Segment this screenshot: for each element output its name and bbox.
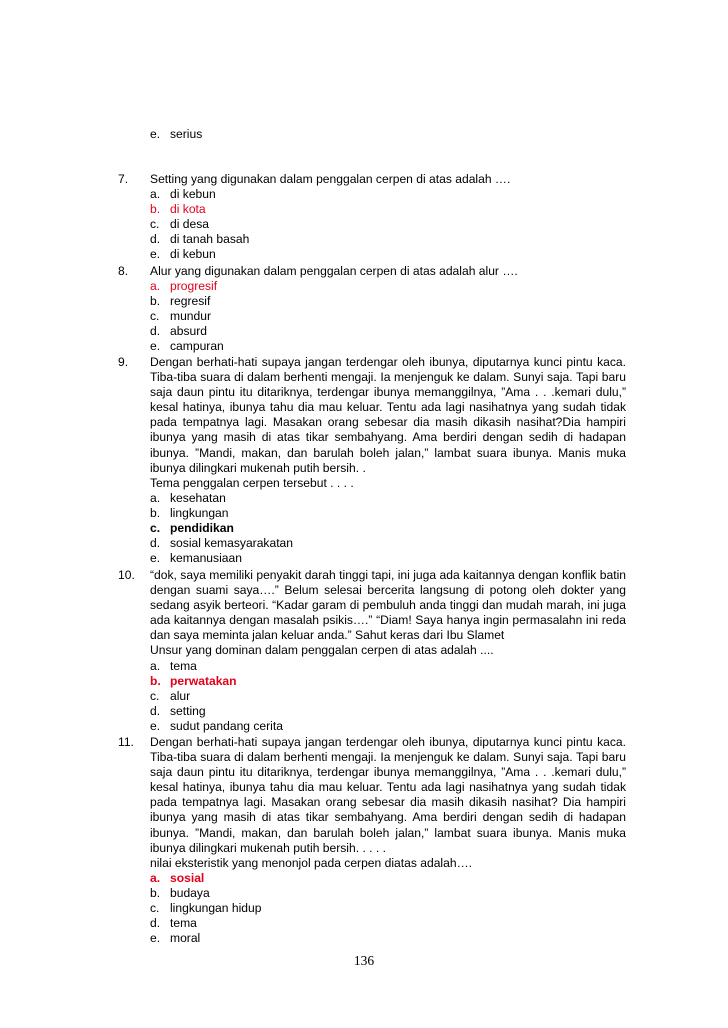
option-letter: a. [150, 490, 161, 505]
option-letter: d. [150, 232, 161, 247]
passage-line: “dok, saya memiliki penyakit darah tinggi tapi, ini juga ada kaitannya dengan konflik batin [150, 568, 626, 582]
option-e-previous [150, 127, 202, 142]
option-c [150, 901, 626, 916]
option-text: di kota [170, 202, 206, 217]
option-a [150, 279, 626, 294]
option-d [150, 916, 626, 931]
question-stem: Setting yang digunakan dalam penggalan cerpen di atas adalah …. [150, 172, 511, 186]
option-letter: c. [150, 688, 160, 703]
question-number: 8. [118, 264, 129, 278]
question-10 [118, 568, 626, 734]
passage-line: ada kaitannya dengan masalah psikis….” “Diam! Saya hanya ingin permasalahn ini reda [150, 613, 626, 628]
option-text: kemanusiaan [170, 551, 242, 566]
option-letter: b. [150, 885, 161, 900]
option-letter: d. [150, 703, 161, 718]
option-c [150, 309, 626, 324]
option-letter: a. [150, 870, 161, 885]
option-list [150, 187, 626, 262]
passage-line: ibunya yang masih di atas tikar sembahyang. Ama berdiri dengan sedih di hadapan [150, 430, 626, 445]
passage-line: ibunya. ”Mandi, makan, dan barulah boleh jalan,” lambat suara ibunya. Manis muka [150, 825, 626, 840]
passage-line: ibunya dilingkari mukenah putih bersih. . [150, 460, 366, 475]
passage-line: kesal hatinya, ibunya tahu dia mau keluar. Tentu ada lagi nasihatnya yang sudah tidak [150, 400, 626, 415]
option-text: setting [170, 703, 206, 718]
option-text: perwatakan [170, 673, 237, 688]
option-list [150, 279, 626, 354]
option-b [150, 294, 626, 309]
option-letter: b. [150, 294, 161, 309]
option-text: di tanah basah [170, 232, 250, 247]
option-list [150, 491, 626, 566]
option-e [150, 551, 626, 566]
option-b [150, 886, 626, 901]
option-letter: c. [150, 901, 160, 916]
option-d [150, 232, 626, 247]
option-b [150, 202, 626, 217]
option-text: absurd [170, 324, 207, 339]
option-letter: c. [150, 521, 161, 536]
option-letter: e. [150, 931, 161, 946]
option-e [150, 931, 626, 946]
passage-line: Dengan berhati-hati supaya jangan terdengar oleh ibunya, diputarnya kunci pintu kaca. [150, 355, 626, 369]
option-text: budaya [170, 885, 210, 900]
option-c [150, 521, 626, 536]
question-number: 7. [118, 172, 129, 186]
option-list [150, 659, 626, 734]
question-prompt: Tema penggalan cerpen tersebut . . . . [150, 475, 354, 490]
option-text: di kebun [170, 247, 216, 262]
option-letter: a. [150, 187, 161, 202]
passage-line: Tiba-tiba suara di dalam berhenti mengaji. Ia menjenguk ke dalam. Sunyi saja. Tapi baru [150, 750, 626, 765]
option-letter: d. [150, 324, 161, 339]
passage-line: dengan suami saya….” Belum selesai bercerita langsung di potong oleh dokter yang [150, 583, 626, 598]
passage [150, 735, 626, 856]
option-e [150, 247, 626, 262]
option-letter: d. [150, 916, 161, 931]
option-e [150, 719, 626, 734]
option-e [150, 339, 626, 354]
option-letter: e. [150, 339, 161, 354]
option-letter: e. [150, 718, 161, 733]
option-text: regresif [170, 294, 211, 309]
option-text: serius [170, 127, 203, 141]
option-text: pendidikan [170, 521, 234, 536]
option-a [150, 871, 626, 886]
question-11 [118, 735, 626, 946]
page-number: 136 [353, 953, 375, 968]
question-prompt: Unsur yang dominan dalam penggalan cerpen di atas adalah .... [150, 643, 494, 658]
passage-line: pada tempatnya lagi. Masakan orang sebesar dia masih dikasih nasihat?Dia hampiri [150, 415, 626, 430]
question-prompt: nilai eksteristik yang menonjol pada cerpen diatas adalah…. [150, 855, 473, 870]
option-letter: d. [150, 536, 161, 551]
option-letter: e. [150, 551, 161, 566]
option-b [150, 674, 626, 689]
option-a [150, 187, 626, 202]
option-text: progresif [170, 279, 218, 294]
passage-line: pada tempatnya lagi. Masakan orang sebesar dia masih dikasih nasihat? Dia hampiri [150, 795, 626, 810]
option-letter: a. [150, 658, 161, 673]
option-letter: e. [150, 127, 161, 141]
option-d [150, 704, 626, 719]
question-7 [118, 172, 626, 263]
option-d [150, 324, 626, 339]
option-text: kesehatan [170, 490, 226, 505]
option-text: sosial [170, 870, 205, 885]
question-number: 11. [118, 735, 134, 749]
passage-line: ibunya dilingkari mukenah putih bersih. . . . . [150, 840, 386, 855]
option-text: di desa [170, 217, 209, 232]
option-letter: a. [150, 279, 161, 294]
option-text: lingkungan [170, 505, 229, 520]
option-letter: c. [150, 309, 160, 324]
passage-line: ibunya yang masih di atas tikar sembahyang. Ama berdiri dengan sedih di hadapan [150, 810, 626, 825]
passage-line: kesal hatinya, ibunya tahu dia mau keluar. Tentu ada lagi nasihatnya yang sudah tidak [150, 780, 626, 795]
option-c [150, 217, 626, 232]
question-number: 9. [118, 355, 129, 369]
option-letter: b. [150, 202, 161, 217]
question-number: 10. [118, 568, 135, 582]
option-text: alur [170, 688, 191, 703]
option-d [150, 536, 626, 551]
option-text: mundur [170, 309, 212, 324]
option-a [150, 659, 626, 674]
option-text: campuran [170, 339, 224, 354]
option-text: di kebun [170, 187, 216, 202]
option-text: moral [170, 931, 201, 946]
option-list [150, 871, 626, 946]
option-text: tema [170, 916, 197, 931]
option-text: tema [170, 658, 197, 673]
option-text: sudut pandang cerita [170, 718, 283, 733]
option-b [150, 506, 626, 521]
passage-line: saja daun pintu itu ditariknya, terdengar ibunya memanggilnya, ”Ama . . .kemari dulu,” [150, 385, 626, 400]
option-text: lingkungan hidup [170, 901, 262, 916]
option-c [150, 689, 626, 704]
option-a [150, 491, 626, 506]
question-stem: Alur yang digunakan dalam penggalan cerpen di atas adalah alur …. [150, 264, 518, 278]
option-letter: e. [150, 247, 161, 262]
passage-line: Tiba-tiba suara di dalam berhenti mengaji. Ia menjenguk ke dalam. Sunyi saja. Tapi baru [150, 370, 626, 385]
passage-line: sedang asyik berteori. “Kadar garam di pembuluh anda tinggi dan mudah marah, ini juga [150, 598, 626, 613]
option-letter: b. [150, 673, 161, 688]
passage [150, 568, 626, 643]
question-8 [118, 264, 626, 355]
passage-line: Dengan berhati-hati supaya jangan terdengar oleh ibunya, diputarnya kunci pintu kaca. [150, 735, 626, 749]
option-letter: b. [150, 505, 161, 520]
passage-line: ibunya. ”Mandi, makan, dan barulah boleh jalan,” lambat suara ibunya. Manis muka [150, 445, 626, 460]
passage-line: dan saya meminta jalan keluar anda.” Sahut keras dari Ibu Slamet [150, 628, 505, 643]
question-9 [118, 355, 626, 566]
passage-line: saja daun pintu itu ditariknya, terdengar ibunya memanggilnya, ”Ama . . .kemari dulu,” [150, 765, 626, 780]
option-letter: c. [150, 217, 160, 232]
passage [150, 355, 626, 476]
option-text: sosial kemasyarakatan [170, 536, 294, 551]
